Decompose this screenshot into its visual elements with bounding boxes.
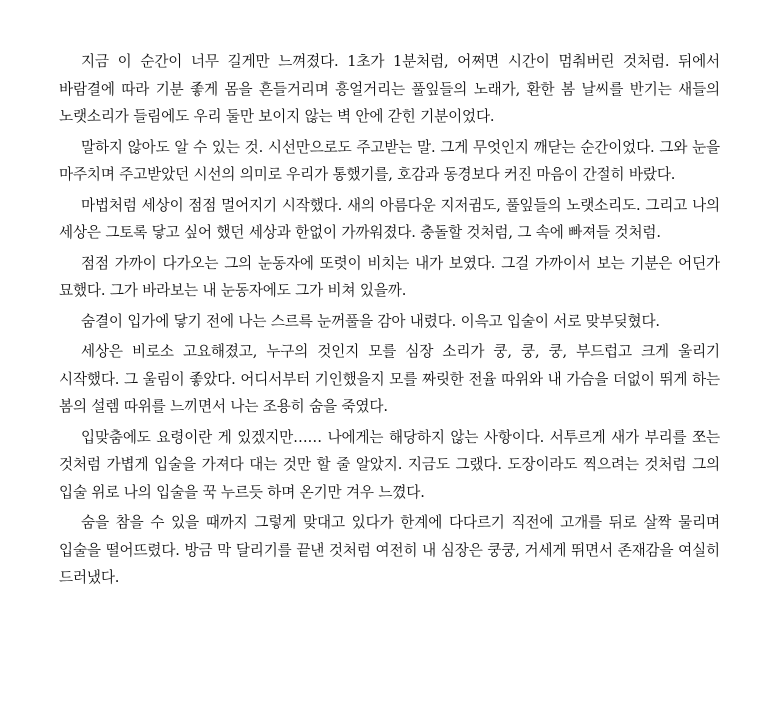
paragraph-1: 지금 이 순간이 너무 길게만 느껴졌다. 1초가 1분처럼, 어쩌면 시간이 멈춰버린 것처럼. 뒤에서 바람결에 따라 기분 좋게 몸을 흔들거리며 흥얼거리는 풀잎들의 노래가, 환한 봄 날씨를 반기는 새들의 노랫소리가 들림에도 우리 둘만 보이지 않는 벽 안에 갇힌 기분이었다. <box>59 53 720 125</box>
paragraph-5: 숨결이 입가에 닿기 전에 나는 스르륵 눈꺼풀을 감아 내렸다. 이윽고 입술이 서로 맞부딪혔다. <box>81 312 660 330</box>
paragraph-7: 입맞춤에도 요령이란 게 있겠지만…… 나에게는 해당하지 않는 사항이다. 서투르게 새가 부리를 쪼는 것처럼 가볍게 입술을 가져다 대는 것만 할 줄 알았지. 지금도 그랬다. 도장이라도 찍으려는 것처럼 그의 입술 위로 나의 입술을 꾹 누르듯 하며 온기만 겨우 느꼈다. <box>59 428 720 501</box>
paragraph-2: 말하지 않아도 알 수 있는 것. 시선만으로도 주고받는 말. 그게 무엇인지 깨닫는 순간이었다. 그와 눈을 마주치며 주고받았던 시선의 의미로 우리가 통했기를, 호감과 동경보다 커진 마음이 간절히 바랐다. <box>59 138 720 183</box>
paragraph-6: 세상은 비로소 고요해졌고, 누구의 것인지 모를 심장 소리가 쿵, 쿵, 쿵, 부드럽고 크게 울리기 시작했다. 그 울림이 좋았다. 어디서부터 기인했을지 모를 짜릿한 전율 따위와 내 가슴을 더없이 뛰게 하는 봄의 설렘 따위를 느끼면서 나는 조용히 숨을 죽였다. <box>59 343 720 415</box>
paragraph-3: 마법처럼 세상이 점점 멀어지기 시작했다. 새의 아름다운 지저귐도, 풀잎들의 노랫소리도. 그리고 나의 세상은 그토록 닿고 싶어 했던 세상과 한없이 가까워졌다. 충돌할 것처럼, 그 속에 빠져들 것처럼. <box>59 196 720 241</box>
paragraph-4: 점점 가까이 다가오는 그의 눈동자에 또렷이 비치는 내가 보였다. 그걸 가까이서 보는 기분은 어딘가 묘했다. 그가 바라보는 내 눈동자에도 그가 비쳐 있을까. <box>59 254 720 299</box>
paragraph-8: 숨을 참을 수 있을 때까지 그렇게 맞대고 있다가 한계에 다다르기 직전에 고개를 뒤로 살짝 물리며 입술을 떨어뜨렸다. 방금 막 달리기를 끝낸 것처럼 여전히 내 심장은 쿵쿵, 거세게 뛰면서 존재감을 여실히 드러냈다. <box>59 514 720 586</box>
